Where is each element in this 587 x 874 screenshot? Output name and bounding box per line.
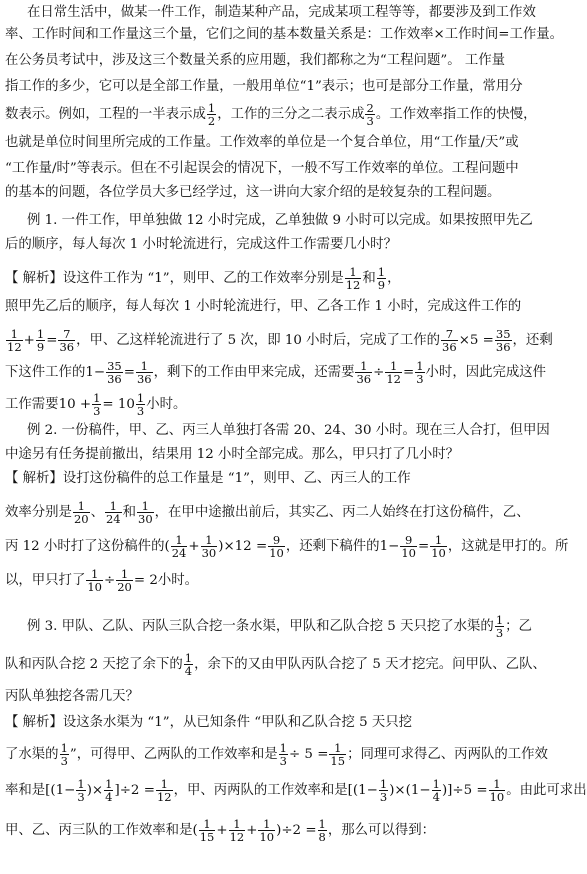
fraction-1-10: $\frac{1}{10}$ (259, 817, 275, 844)
fraction-1-15: $\frac{1}{15}$ (330, 741, 346, 768)
fraction-1-12: $\frac{1}{12}$ (229, 817, 245, 844)
ex1-solution-line-4 (5, 360, 546, 385)
ex2-solution-text-4b: 小时。 (157, 573, 199, 588)
fraction-1-20: $\frac{1}{20}$ (73, 499, 89, 526)
ex1-solution-line-2: 照甲先乙后的顺序，每人每次 1 小时轮流进行，甲、乙各工作 1 小时，完成这件工作的 (5, 299, 522, 314)
ex1-solution-line-1 (5, 266, 400, 291)
ex3-solution-text-3c: 。由此可求出 (506, 783, 587, 798)
times-five: ×5 = (458, 333, 494, 348)
fraction-35-36: $\frac{35}{36}$ (107, 359, 122, 386)
fraction-1-10: $\frac{1}{10}$ (489, 777, 505, 804)
intro-line-7: “工作量/时”等表示。但在不引起误会的情况下，一般不写工作效率的单位。工程问题中 (5, 161, 519, 176)
times-twelve: )×12 = (218, 539, 268, 554)
left-paren: ( (164, 539, 170, 554)
fraction-1-3: $\frac{1}{3}$ (279, 741, 287, 768)
ex3-solution-text-2c: ；同理可求得乙、丙两队的工作效 (347, 747, 548, 762)
bracket-open: [(1− (347, 783, 378, 798)
fraction-9-10: $\frac{9}{10}$ (401, 533, 416, 560)
ex3-solution-line-3 (5, 778, 587, 803)
equals-sign: = (417, 539, 430, 554)
fraction-1-10: $\frac{1}{10}$ (431, 533, 446, 560)
ex2-solution-line-2 (5, 500, 530, 525)
ex3-solution-text-2a: 了水渠的 (5, 747, 59, 762)
ex1-solution-text-5b: 小时。 (146, 397, 187, 412)
intro-line-4: 指工作的多少，它可以是全部工作量，一般用单位“1”表示；也可是部分工作量，常用分 (5, 79, 523, 94)
ex1-question-line-1: 例 1. 一件工作，甲单独做 12 小时完成，乙单独做 9 小时可以完成。如果按照甲先乙 (27, 213, 533, 228)
ex2-solution-text-3c: ，这就是甲打的。所 (447, 539, 569, 554)
plus-sign: + (23, 333, 35, 348)
fraction-1-4: $\frac{1}{4}$ (184, 651, 193, 678)
fraction-1-8: $\frac{1}{8}$ (318, 817, 326, 844)
ex3-solution-line-4 (5, 818, 435, 843)
fraction-1-30: $\frac{1}{30}$ (138, 499, 153, 526)
plus-sign: + (216, 823, 228, 838)
times-one-minus: )×(1− (389, 783, 431, 798)
fraction-7-36: $\frac{7}{36}$ (442, 327, 457, 354)
ex2-solution-text-3b: ，还剩下稿件的 (285, 539, 380, 554)
ex3-question-line-3: 丙队单独挖各需几天？ (5, 689, 139, 704)
divide-two: )÷2 = (276, 823, 317, 838)
ex3-solution-text-3a: 率和是 (5, 783, 46, 798)
one-minus: 1− (379, 539, 400, 554)
equals-sign: = (402, 365, 415, 380)
ex1-and: 和 (362, 271, 376, 286)
intro-line-8: 的基本的问题，各位学员大多已经学过，这一讲向大家介绍的是较复杂的工程问题。 (5, 185, 501, 200)
divide-two: ]÷2 = (114, 783, 155, 798)
fraction-one-half: $\frac{1}{2}$ (207, 101, 216, 128)
fraction-1-3: $\frac{1}{3}$ (416, 359, 424, 386)
ex1-solution-text-5a: 工作需要 (5, 397, 59, 412)
equals-ten: = 10 (102, 397, 135, 412)
ex1-solution-text-3a: ，甲、乙这样轮流进行了 5 次，即 10 小时后，完成了工作的 (76, 333, 441, 348)
ex3-question-text-1b: ；乙 (505, 619, 532, 634)
fraction-1-24: $\frac{1}{24}$ (105, 499, 121, 526)
equals-two: = 2 (133, 573, 158, 588)
fraction-1-24: $\frac{1}{24}$ (171, 533, 187, 560)
plus-sign: + (188, 539, 200, 554)
fraction-9-10: $\frac{9}{10}$ (269, 533, 284, 560)
ex3-solution-text-3b: ，甲、丙两队的工作效率和是 (173, 783, 348, 798)
fraction-1-12: $\frac{1}{12}$ (345, 265, 361, 292)
fraction-1-12: $\frac{1}{12}$ (386, 359, 401, 386)
ex1-solution-text-4c: 小时，因此完成这件 (425, 365, 547, 380)
equals-sign: = (123, 365, 135, 380)
ex2-solution-line-3 (5, 534, 568, 559)
ten-plus: 10 + (58, 397, 92, 412)
fraction-1-36: $\frac{1}{36}$ (356, 359, 372, 386)
ex3-solution-line-2 (5, 742, 548, 767)
ex3-question-text-2b: ，余下的又由甲队丙队合挖了 5 天才挖完。问甲队、乙队、 (194, 657, 546, 672)
divide-sign: ÷ (103, 573, 116, 588)
divide-five: )]÷5 = (441, 783, 488, 798)
intro-line-6: 也就是单位时间里所完成的工作量。工作效率的单位是一个复合单位，用“工作量/天”或 (5, 135, 519, 150)
left-paren: ( (192, 823, 198, 838)
bracket-open: [(1− (45, 783, 76, 798)
fraction-1-20: $\frac{1}{20}$ (117, 567, 132, 594)
equals-sign: = (46, 333, 58, 348)
intro-line-5 (5, 102, 537, 127)
intro-line-5-text-b: ，工作的三分之二表示成 (217, 107, 365, 122)
ex2-question-line-2: 中途另有任务提前撤出，结果用 12 小时全部完成。那么，甲只打了几小时？ (5, 447, 460, 462)
ex2-solution-text-2a: 效率分别是 (5, 505, 72, 520)
ex3-solution-text-4a: 甲、乙、丙三队的工作效率和是 (5, 823, 193, 838)
fraction-1-3: $\frac{1}{3}$ (93, 391, 101, 418)
ex1-solution-line-5 (5, 392, 186, 417)
one-minus: 1− (85, 365, 106, 380)
divide-five: ÷ 5 = (288, 747, 329, 762)
ex3-solution-text-2b: ”，可得甲、乙两队的工作效率和是 (69, 747, 278, 762)
ex2-solution-line-1: 【 解析】设打这份稿件的总工作量是 “1”，则甲、乙、丙三人的工作 (5, 471, 411, 486)
ex1-solution-text: 【 解析】设这件工作为 “1”，则甲、乙的工作效率分别是 (5, 271, 344, 286)
ex1-solution-text-4a: 下这件工作的 (5, 365, 86, 380)
intro-line-3: 在公务员考试中，涉及这三个数量关系的应用题，我们都称之为“工程问题”。 工作量 (5, 53, 506, 68)
ex1-solution-line-3 (5, 328, 553, 353)
fraction-7-36: $\frac{7}{36}$ (59, 327, 75, 354)
ex2-question-line-1: 例 2. 一份稿件，甲、乙、丙三人单独打各需 20、24、30 小时。现在三人合打，但甲因 (27, 423, 550, 438)
plus-sign: + (246, 823, 258, 838)
fraction-1-10: $\frac{1}{10}$ (87, 567, 102, 594)
fraction-1-3: $\frac{1}{3}$ (495, 613, 504, 640)
times-sign: )× (86, 783, 104, 798)
fraction-1-4: $\frac{1}{4}$ (105, 777, 113, 804)
fraction-1-9: $\frac{1}{9}$ (36, 327, 45, 354)
intro-line-2: 率、工作时间和工作量这三个量，它们之间的基本数量关系是：工作效率×工作时间=工作量。 (5, 27, 564, 42)
fraction-1-15: $\frac{1}{15}$ (199, 817, 215, 844)
ex1-solution-text-3b: ，还剩 (512, 333, 553, 348)
fraction-1-9: $\frac{1}{9}$ (377, 265, 386, 292)
fraction-1-36: $\frac{1}{36}$ (136, 359, 152, 386)
separator-and: 和 (122, 505, 137, 520)
fraction-1-3: $\frac{1}{3}$ (379, 777, 388, 804)
fraction-35-36: $\frac{35}{36}$ (495, 327, 511, 354)
fraction-1-3: $\frac{1}{3}$ (136, 391, 145, 418)
ex1-question-line-2: 后的顺序，每人每次 1 小时轮流进行，完成这件工作需要几小时？ (5, 237, 397, 252)
ex3-solution-text-4b: ，那么可以得到： (327, 823, 435, 838)
fraction-1-3: $\frac{1}{3}$ (60, 741, 68, 768)
separator: 、 (90, 505, 104, 520)
intro-line-5-text-c: 。工作效率指工作的快慢， (375, 107, 537, 122)
intro-line-1: 在日常生活中，做某一件工作，制造某种产品，完成某项工程等等，都要涉及到工作效 (27, 5, 536, 20)
fraction-1-12: $\frac{1}{12}$ (7, 327, 22, 354)
ex1-solution-text-4b: ，剩下的工作由甲来完成，还需要 (153, 365, 355, 380)
ex3-solution-line-1: 【 解析】设这条水渠为 “1”，从已知条件 “甲队和乙队合挖 5 天只挖 (5, 715, 413, 730)
intro-line-5-text-a: 数表示。例如，工程的一半表示成 (5, 107, 206, 122)
ex3-question-text-2a: 队和丙队合挖 2 天挖了余下的 (5, 657, 183, 672)
fraction-1-30: $\frac{1}{30}$ (201, 533, 217, 560)
ex2-solution-text-3a: 丙 12 小时打了这份稿件的 (5, 539, 165, 554)
ex3-question-text-1a: 例 3. 甲队、乙队、丙队三队合挖一条水渠，甲队和乙队合挖 5 天只挖了水渠的 (27, 619, 494, 634)
divide-sign: ÷ (373, 365, 385, 380)
ex2-solution-text-2b: ，在甲中途撤出前后，其实乙、丙二人始终在打这份稿件，乙、 (154, 505, 530, 520)
ex2-solution-text-4a: 以，甲只打了 (5, 573, 86, 588)
ex3-question-line-2 (5, 652, 546, 677)
fraction-1-4: $\frac{1}{4}$ (432, 777, 440, 804)
ex3-question-line-1 (27, 614, 532, 639)
fraction-two-thirds: $\frac{2}{3}$ (366, 101, 374, 128)
comma: ， (387, 271, 401, 286)
ex2-solution-line-4 (5, 568, 198, 593)
fraction-1-3: $\frac{1}{3}$ (77, 777, 85, 804)
fraction-1-12: $\frac{1}{12}$ (156, 777, 172, 804)
